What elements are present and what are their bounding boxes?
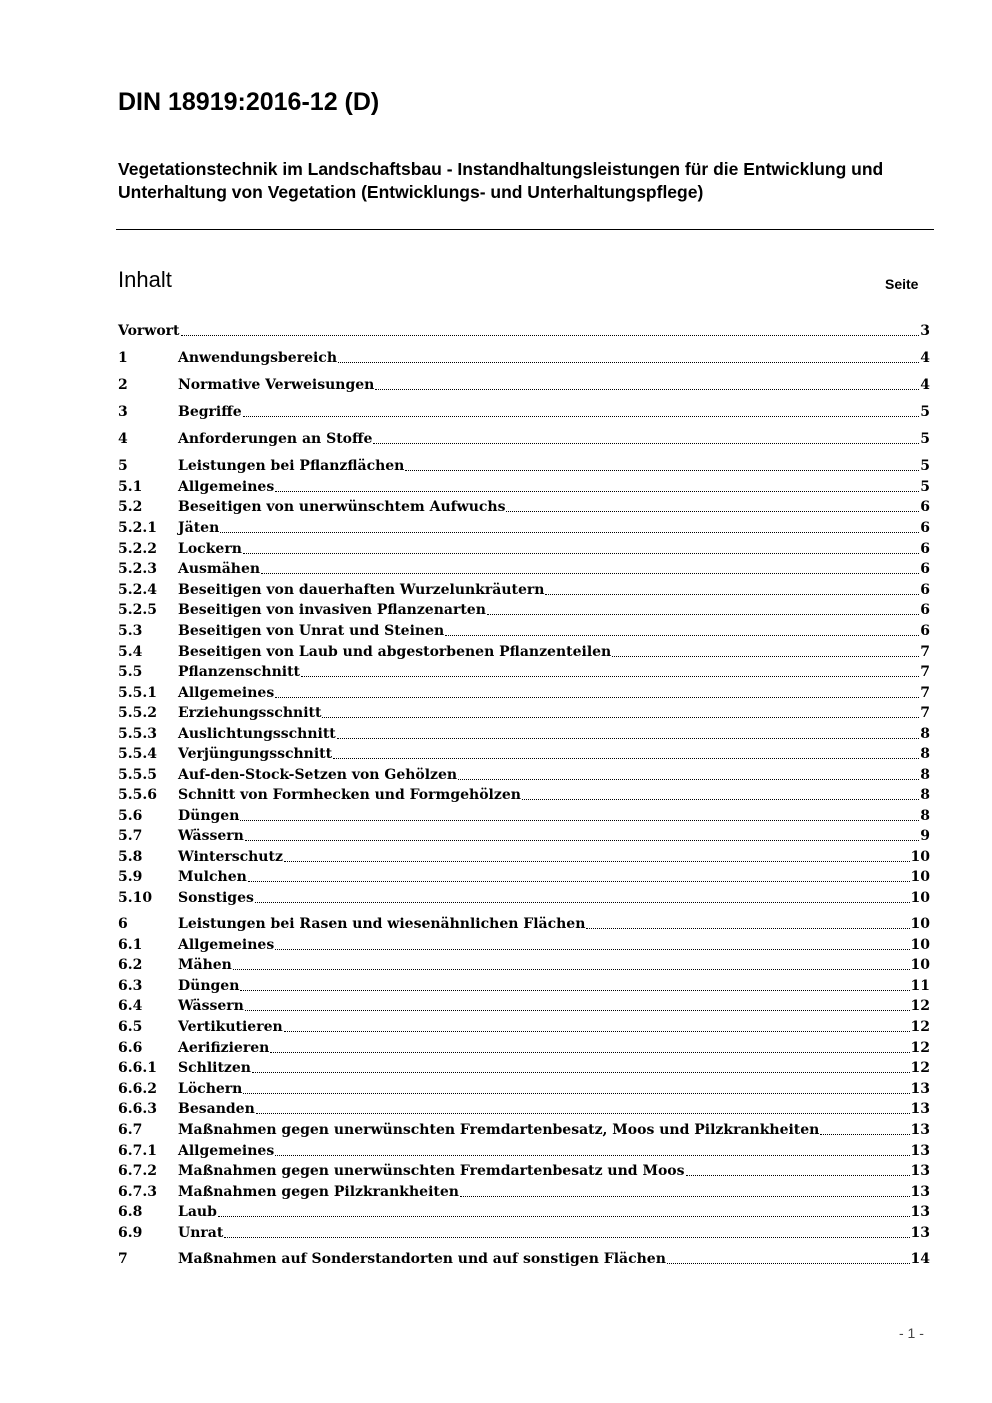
toc-dot-leader — [256, 1112, 910, 1114]
toc-entry-number: 5.2.4 — [118, 582, 157, 598]
toc-entry[interactable] — [118, 580, 930, 600]
toc-dot-leader — [322, 716, 919, 718]
toc-entry-title: Beseitigen von dauerhaften Wurzelunkräutern — [178, 582, 545, 598]
toc-dot-leader — [405, 469, 919, 471]
toc-dot-leader — [261, 572, 919, 574]
toc-entry-title: Jäten — [178, 520, 220, 536]
toc-entry-title: Aerifizieren — [178, 1040, 270, 1056]
toc-entry-page: 7 — [920, 685, 930, 701]
toc-dot-leader — [338, 361, 919, 363]
toc-entry-page: 10 — [910, 937, 930, 953]
toc-entry-title: Sonstiges — [178, 890, 254, 906]
toc-entry-number: 5.5 — [118, 664, 143, 680]
toc-entry-title: Allgemeines — [178, 937, 275, 953]
toc-entry-title: Vorwort — [118, 323, 180, 339]
toc-entry-title: Maßnahmen auf Sonderstandorten und auf sonstigen Flächen — [178, 1251, 666, 1267]
toc-entry-page: 12 — [910, 1019, 930, 1035]
toc-entry-page: 8 — [920, 767, 930, 783]
toc-entry-title: Beseitigen von unerwünschtem Aufwuchs — [178, 499, 506, 515]
toc-dot-leader — [233, 968, 910, 970]
toc-dot-leader — [243, 415, 920, 417]
toc-entry-title: Leistungen bei Pflanzflächen — [178, 458, 405, 474]
toc-entry-number: 5.1 — [118, 479, 143, 495]
toc-entry-page: 10 — [910, 849, 930, 865]
toc-entry-page: 4 — [920, 377, 930, 393]
toc-entry-page: 7 — [920, 644, 930, 660]
page-column-label: Seite — [885, 276, 919, 292]
toc-entry-number: 5.5.2 — [118, 705, 157, 721]
toc-entry-page: 10 — [910, 890, 930, 906]
toc-entry[interactable] — [118, 703, 930, 723]
toc-entry-number: 6.6.1 — [118, 1060, 157, 1076]
toc-entry-page: 10 — [910, 869, 930, 885]
toc-entry-title: Schnitt von Formhecken und Formgehölzen — [178, 787, 521, 803]
toc-entry[interactable] — [118, 539, 930, 559]
toc-entry-number: 5.6 — [118, 808, 143, 824]
toc-entry[interactable] — [118, 1079, 930, 1099]
toc-dot-leader — [458, 778, 919, 780]
toc-entry-page: 3 — [920, 323, 930, 339]
toc-entry-page: 11 — [910, 978, 930, 994]
toc-entry-number: 3 — [118, 404, 128, 420]
toc-entry-page: 5 — [920, 479, 930, 495]
toc-entry-title: Wässern — [178, 998, 244, 1014]
toc-entry-page: 7 — [920, 705, 930, 721]
toc-entry-title: Allgemeines — [178, 479, 275, 495]
toc-entry-page: 12 — [910, 998, 930, 1014]
toc-dot-leader — [460, 1195, 910, 1197]
toc-entry-title: Auslichtungsschnitt — [178, 726, 336, 742]
toc-entry[interactable] — [118, 456, 930, 476]
toc-dot-leader — [275, 948, 909, 950]
toc-entry[interactable] — [118, 724, 930, 744]
toc-entry-page: 8 — [920, 808, 930, 824]
toc-dot-leader — [181, 334, 920, 336]
toc-entry-title: Leistungen bei Rasen und wiesenähnlichen Flächen — [178, 916, 586, 932]
toc-entry[interactable] — [118, 683, 930, 703]
toc-entry-page: 6 — [920, 561, 930, 577]
toc-entry-title: Düngen — [178, 978, 240, 994]
toc-entry-page: 12 — [910, 1060, 930, 1076]
toc-entry-page: 13 — [910, 1163, 930, 1179]
toc-entry-number: 6.2 — [118, 957, 143, 973]
toc-entry-number: 5.2.3 — [118, 561, 157, 577]
toc-entry-page: 6 — [920, 582, 930, 598]
toc-entry-page: 8 — [920, 726, 930, 742]
toc-entry[interactable] — [118, 1249, 930, 1269]
toc-entry[interactable] — [118, 321, 930, 341]
toc-entry-page: 4 — [920, 350, 930, 366]
toc-dot-leader — [245, 839, 919, 841]
toc-dot-leader — [445, 634, 919, 636]
toc-entry-title: Anwendungsbereich — [178, 350, 337, 366]
toc-entry[interactable] — [118, 955, 930, 975]
document-id: DIN 18919:2016-12 (D) — [118, 88, 380, 116]
toc-dot-leader — [375, 388, 919, 390]
toc-dot-leader — [373, 442, 919, 444]
toc-entry-number: 6.5 — [118, 1019, 143, 1035]
toc-entry-title: Verjüngungsschnitt — [178, 746, 333, 762]
toc-entry-number: 5.10 — [118, 890, 153, 906]
toc-dot-leader — [337, 737, 919, 739]
toc-dot-leader — [612, 655, 919, 657]
toc-dot-leader — [522, 798, 919, 800]
toc-entry[interactable] — [118, 1223, 930, 1243]
toc-entry-number: 6.7 — [118, 1122, 143, 1138]
toc-entry[interactable] — [118, 348, 930, 368]
toc-entry[interactable] — [118, 935, 930, 955]
toc-entry[interactable] — [118, 621, 930, 641]
toc-entry-title: Ausmähen — [178, 561, 261, 577]
toc-entry[interactable] — [118, 600, 930, 620]
toc-entry-page: 5 — [920, 458, 930, 474]
page-number-footer: - 1 - — [899, 1325, 924, 1341]
toc-entry-number: 4 — [118, 431, 128, 447]
toc-dot-leader — [240, 819, 919, 821]
toc-dot-leader — [586, 927, 909, 929]
toc-entry[interactable] — [118, 1141, 930, 1161]
toc-entry-title: Erziehungsschnitt — [178, 705, 322, 721]
document-title: Vegetationstechnik im Landschaftsbau - Instandhaltungsleistungen für die Entwicklung und Unterhaltung von Vegetation (Entwicklungs- und Unterhaltungspflege) — [118, 159, 884, 202]
toc-entry-number: 6.3 — [118, 978, 143, 994]
toc-entry[interactable] — [118, 1161, 930, 1181]
toc-entry-page: 7 — [920, 664, 930, 680]
toc-entry-page: 6 — [920, 623, 930, 639]
toc-entry[interactable] — [118, 914, 930, 934]
toc-entry-number: 5.5.1 — [118, 685, 157, 701]
toc-entry[interactable] — [118, 1058, 930, 1078]
toc-entry-number: 6.6.3 — [118, 1101, 157, 1117]
toc-entry[interactable] — [118, 1017, 930, 1037]
toc-dot-leader — [284, 860, 910, 862]
toc-dot-leader — [252, 1071, 910, 1073]
toc-entry[interactable] — [118, 375, 930, 395]
toc-entry[interactable] — [118, 559, 930, 579]
toc-dot-leader — [506, 510, 919, 512]
toc-entry-number: 5.9 — [118, 869, 143, 885]
toc-entry-title: Normative Verweisungen — [178, 377, 375, 393]
toc-entry[interactable] — [118, 1038, 930, 1058]
toc-dot-leader — [301, 675, 919, 677]
toc-entry-title: Maßnahmen gegen unerwünschten Fremdartenbesatz und Moos — [178, 1163, 685, 1179]
toc-entry-number: 1 — [118, 350, 128, 366]
toc-entry-title: Schlitzen — [178, 1060, 251, 1076]
toc-entry-number: 5.5.3 — [118, 726, 157, 742]
toc-entry-number: 6.1 — [118, 937, 143, 953]
toc-entry-number: 6.7.1 — [118, 1143, 157, 1159]
toc-entry-number: 5.2.5 — [118, 602, 157, 618]
toc-entry-page: 12 — [910, 1040, 930, 1056]
toc-entry-page: 9 — [920, 828, 930, 844]
toc-dot-leader — [245, 1009, 910, 1011]
toc-dot-leader — [243, 552, 919, 554]
toc-entry[interactable] — [118, 662, 930, 682]
toc-entry-title: Beseitigen von Laub und abgestorbenen Pflanzenteilen — [178, 644, 612, 660]
toc-entry[interactable] — [118, 744, 930, 764]
toc-entry-number: 6.8 — [118, 1204, 143, 1220]
toc-dot-leader — [545, 593, 919, 595]
toc-entry-title: Winterschutz — [178, 849, 283, 865]
toc-entry-title: Allgemeines — [178, 1143, 275, 1159]
toc-entry[interactable] — [118, 642, 930, 662]
toc-dot-leader — [487, 613, 919, 615]
toc-entry-title: Lockern — [178, 541, 242, 557]
toc-dot-leader — [275, 696, 919, 698]
toc-dot-leader — [820, 1133, 909, 1135]
toc-entry-number: 6.6 — [118, 1040, 143, 1056]
toc-entry[interactable] — [118, 976, 930, 996]
toc-dot-leader — [240, 989, 909, 991]
toc-entry[interactable] — [118, 826, 930, 846]
toc-entry-title: Beseitigen von Unrat und Steinen — [178, 623, 445, 639]
toc-entry-number: 5.8 — [118, 849, 143, 865]
toc-entry[interactable] — [118, 429, 930, 449]
toc-entry-title: Pflanzenschnitt — [178, 664, 301, 680]
toc-entry-page: 13 — [910, 1122, 930, 1138]
toc-entry-title: Begriffe — [178, 404, 242, 420]
toc-entry-number: 6.9 — [118, 1225, 143, 1241]
toc-dot-leader — [224, 1236, 909, 1238]
toc-entry-page: 13 — [910, 1225, 930, 1241]
toc-entry-page: 6 — [920, 602, 930, 618]
toc-dot-leader — [270, 1051, 909, 1053]
toc-entry-page: 5 — [920, 404, 930, 420]
toc-entry[interactable] — [118, 1202, 930, 1222]
toc-entry-title: Beseitigen von invasiven Pflanzenarten — [178, 602, 486, 618]
toc-entry[interactable] — [118, 888, 930, 908]
toc-entry-page: 14 — [910, 1251, 930, 1267]
toc-entry-title: Mähen — [178, 957, 232, 973]
toc-entry[interactable] — [118, 785, 930, 805]
toc-dot-leader — [333, 757, 919, 759]
toc-entry-title: Besanden — [178, 1101, 255, 1117]
toc-entry-page: 10 — [910, 916, 930, 932]
toc-dot-leader — [284, 1030, 910, 1032]
toc-entry-title: Allgemeines — [178, 685, 275, 701]
toc-entry[interactable] — [118, 996, 930, 1016]
toc-entry-title: Löchern — [178, 1081, 243, 1097]
toc-entry-number: 5.4 — [118, 644, 143, 660]
toc-entry-number: 5.5.6 — [118, 787, 157, 803]
toc-entry[interactable] — [118, 477, 930, 497]
title-divider — [116, 229, 934, 230]
toc-entry[interactable] — [118, 765, 930, 785]
toc-entry-page: 13 — [910, 1143, 930, 1159]
toc-entry-page: 6 — [920, 499, 930, 515]
toc-entry-title: Maßnahmen gegen Pilzkrankheiten — [178, 1184, 459, 1200]
toc-entry[interactable] — [118, 497, 930, 517]
toc-entry-title: Laub — [178, 1204, 217, 1220]
toc-entry-page: 10 — [910, 957, 930, 973]
toc-entry-page: 8 — [920, 746, 930, 762]
toc-entry-number: 6.6.2 — [118, 1081, 157, 1097]
toc-entry-title: Düngen — [178, 808, 240, 824]
toc-dot-leader — [220, 531, 919, 533]
toc-entry[interactable] — [118, 402, 930, 422]
toc-entry-number: 5.2 — [118, 499, 143, 515]
toc-entry-page: 13 — [910, 1081, 930, 1097]
toc-entry-title: Anforderungen an Stoffe — [178, 431, 373, 447]
toc-entry-number: 6.7.3 — [118, 1184, 157, 1200]
toc-entry-number: 5 — [118, 458, 128, 474]
toc-entry-title: Wässern — [178, 828, 244, 844]
toc-entry-title: Mulchen — [178, 869, 247, 885]
toc-entry-number: 5.5.5 — [118, 767, 157, 783]
toc-entry-page: 13 — [910, 1101, 930, 1117]
toc-dot-leader — [275, 490, 919, 492]
toc-entry-number: 7 — [118, 1251, 128, 1267]
toc-entry[interactable] — [118, 847, 930, 867]
toc-entry-number: 2 — [118, 377, 128, 393]
toc-entry[interactable] — [118, 518, 930, 538]
toc-entry-number: 5.3 — [118, 623, 143, 639]
toc-entry-number: 5.2.2 — [118, 541, 157, 557]
toc-entry-title: Auf-den-Stock-Setzen von Gehölzen — [178, 767, 458, 783]
toc-entry-number: 5.2.1 — [118, 520, 157, 536]
toc-dot-leader — [275, 1154, 909, 1156]
toc-entry-number: 6.4 — [118, 998, 143, 1014]
toc-entry-number: 6.7.2 — [118, 1163, 157, 1179]
toc-entry-title: Maßnahmen gegen unerwünschten Fremdartenbesatz, Moos und Pilzkrankheiten — [178, 1122, 820, 1138]
toc-entry-page: 13 — [910, 1184, 930, 1200]
toc-heading: Inhalt — [118, 267, 172, 292]
toc-entry[interactable] — [118, 867, 930, 887]
toc-dot-leader — [248, 880, 910, 882]
toc-dot-leader — [255, 901, 910, 903]
toc-dot-leader — [218, 1215, 910, 1217]
toc-entry[interactable] — [118, 806, 930, 826]
toc-entry[interactable] — [118, 1099, 930, 1119]
toc-dot-leader — [686, 1174, 910, 1176]
toc-entry[interactable] — [118, 1182, 930, 1202]
toc-entry[interactable] — [118, 1120, 930, 1140]
toc-entry-number: 6 — [118, 916, 128, 932]
toc-entry-page: 6 — [920, 520, 930, 536]
toc-entry-page: 13 — [910, 1204, 930, 1220]
toc-entry-page: 6 — [920, 541, 930, 557]
toc-dot-leader — [243, 1092, 909, 1094]
toc-entry-number: 5.5.4 — [118, 746, 157, 762]
toc-entry-page: 8 — [920, 787, 930, 803]
toc-entry-title: Unrat — [178, 1225, 224, 1241]
toc-entry-title: Vertikutieren — [178, 1019, 283, 1035]
toc-dot-leader — [667, 1262, 910, 1264]
toc-entry-number: 5.7 — [118, 828, 143, 844]
toc-entry-page: 5 — [920, 431, 930, 447]
